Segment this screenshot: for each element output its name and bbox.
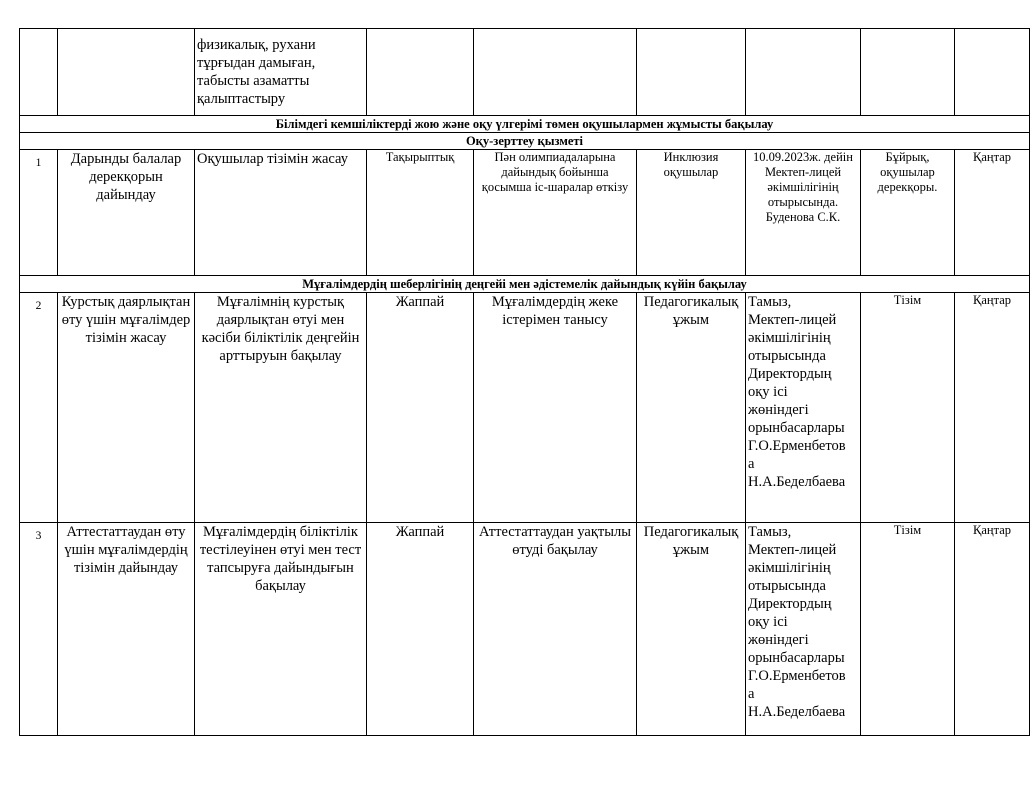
cell-title: Курстық даярлықтан өту үшін мұғалімдер тізімін жасау	[58, 293, 195, 523]
table-row	[20, 29, 1030, 116]
cell-goal: Оқушылар тізімін жасау	[195, 150, 367, 276]
cell-object: Педагогикалық ұжым	[637, 523, 746, 736]
cell-goal: Мұғалімдердің біліктілік тестілеуінен өтуі мен тест тапсыруға дайындығын бақылау	[195, 523, 367, 736]
cell-goal	[195, 29, 367, 116]
cell-result: Тізім	[861, 523, 955, 736]
table-row	[20, 150, 1030, 276]
section-title: Білімдегі кемшіліктерді жою және оқу үлгерімі төмен оқушылармен жұмысты бақылау	[20, 116, 1030, 133]
cell-term	[955, 29, 1030, 116]
cell-title	[58, 29, 195, 116]
cell-object: Инклюзия оқушылар	[637, 150, 746, 276]
cell-method	[474, 29, 637, 116]
cell-when-where: 10.09.2023ж. дейін Мектеп-лицей әкімшілігінің отырысында. Буденова С.К.	[746, 150, 861, 276]
cell-result: Бұйрық, оқушылар дерекқоры.	[861, 150, 955, 276]
cell-type	[367, 29, 474, 116]
cell-term: Қаңтар	[955, 523, 1030, 736]
cell-term: Қаңтар	[955, 150, 1030, 276]
cell-goal: Мұғалімнің курстық даярлықтан өтуі мен кәсіби біліктілік деңгейін арттыруын бақылау	[195, 293, 367, 523]
row-number: 3	[20, 523, 58, 736]
cell-type: Жаппай	[367, 293, 474, 523]
cell-result	[861, 29, 955, 116]
cell-title: Дарынды балалар дерекқорын дайындау	[58, 150, 195, 276]
cell-num	[20, 29, 58, 116]
cell-when-where: Тамыз, Мектеп-лицей әкімшілігінің отырысында Директордың оқу ісі жөніндегі орынбасарлары Г.О.Ерменбетов а Н.А.Беделбаева	[746, 523, 861, 736]
cell-result: Тізім	[861, 293, 955, 523]
section-header-row	[20, 116, 1030, 133]
cell-object: Педагогикалық ұжым	[637, 293, 746, 523]
control-plan-table	[19, 28, 1030, 736]
cell-method: Пән олимпиадаларына дайындық бойынша қосымша іс-шаралар өткізу	[474, 150, 637, 276]
section-header-row	[20, 133, 1030, 150]
cell-when-where: Тамыз, Мектеп-лицей әкімшілігінің отырысында Директордың оқу ісі жөніндегі орынбасарлары Г.О.Ерменбетов а Н.А.Беделбаева	[746, 293, 861, 523]
cell-type: Жаппай	[367, 523, 474, 736]
cell-term: Қаңтар	[955, 293, 1030, 523]
row-number: 1	[20, 150, 58, 276]
table-row	[20, 523, 1030, 736]
section-header-row	[20, 276, 1030, 293]
cell-when-where	[746, 29, 861, 116]
cell-method: Мұғалімдердің жеке істерімен танысу	[474, 293, 637, 523]
cell-object	[637, 29, 746, 116]
section-title: Оқу-зерттеу қызметі	[20, 133, 1030, 150]
row-number: 2	[20, 293, 58, 523]
cell-type: Тақырыптық	[367, 150, 474, 276]
goal-text: физикалық, рухани тұрғыдан дамыған, табысты азаматты қалыптастыру	[197, 37, 316, 107]
section-title: Мұғалімдердің шеберлігінің деңгейі мен әдістемелік дайындық күйін бақылау	[20, 276, 1030, 293]
cell-title: Аттестаттаудан өту үшін мұғалімдердің тізімін дайындау	[58, 523, 195, 736]
table-row	[20, 293, 1030, 523]
cell-method: Аттестаттаудан уақтылы өтуді бақылау	[474, 523, 637, 736]
